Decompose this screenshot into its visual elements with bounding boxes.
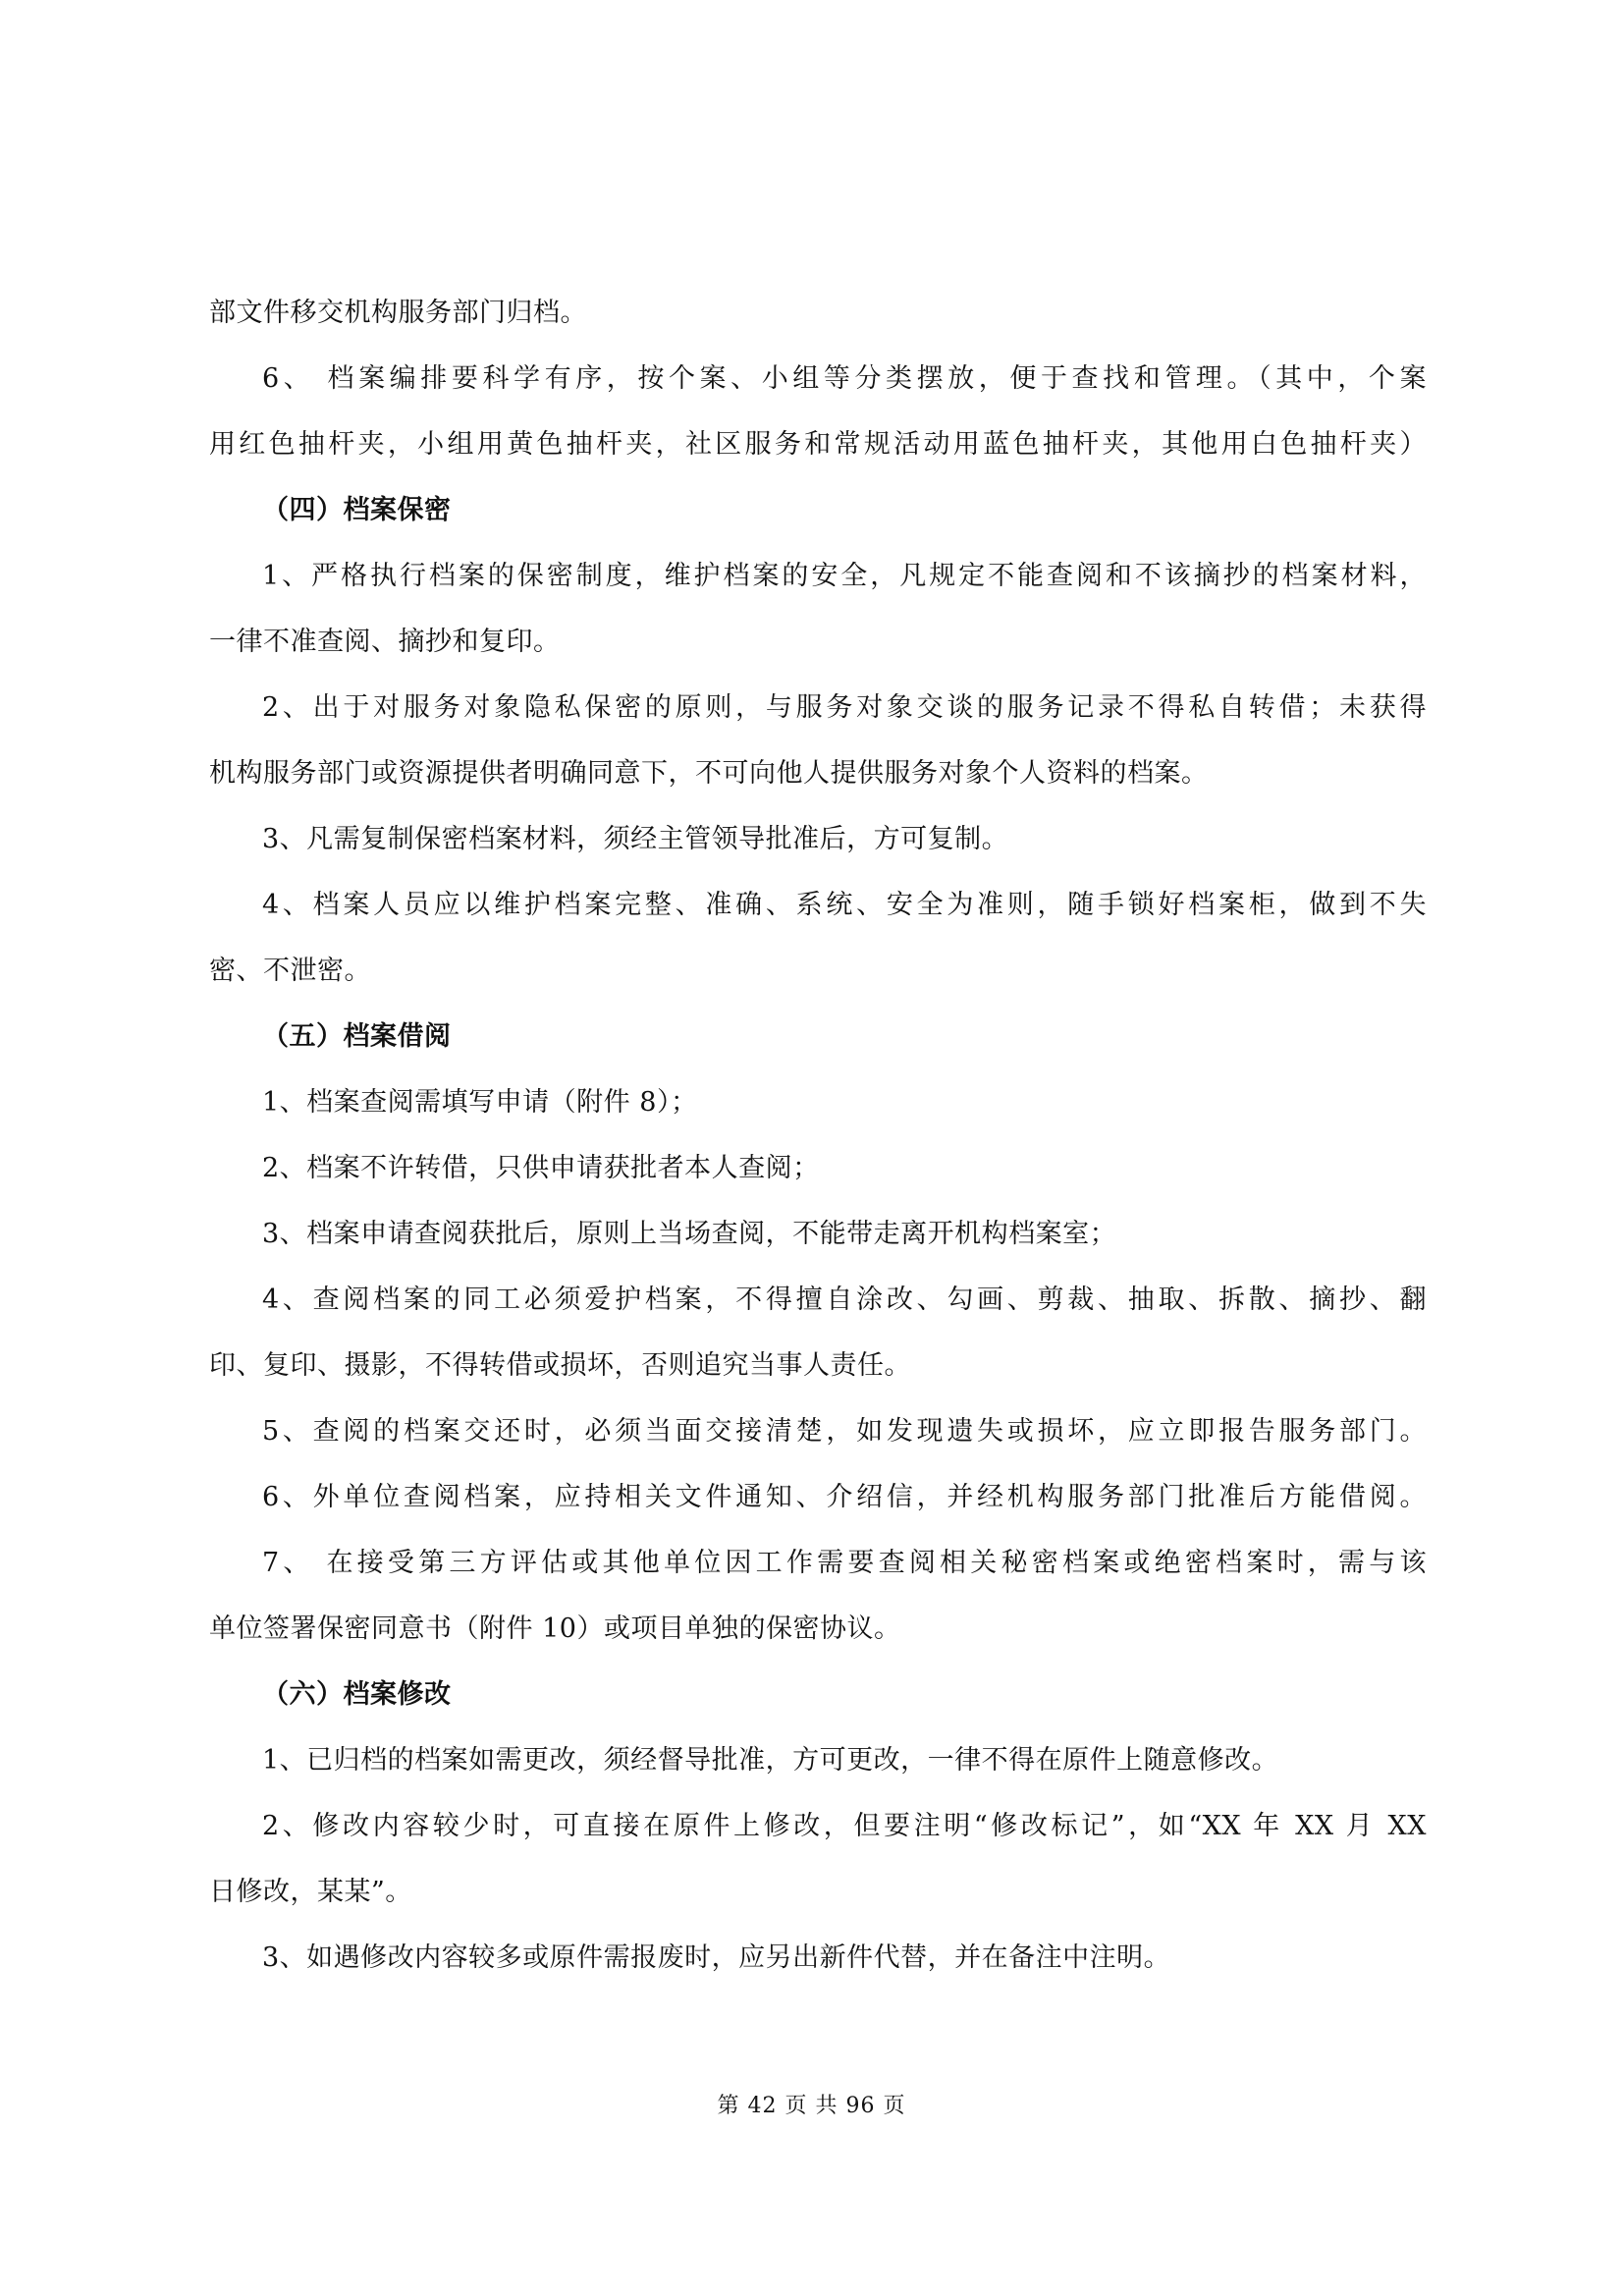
paragraph-line: 机构服务部门或资源提供者明确同意下，不可向他人提供服务对象个人资料的档案。 [209,758,1209,789]
document-body [209,297,1427,2007]
paragraph-line: 5、查阅的档案交还时，必须当面交接清楚，如发现遗失或损坏，应立即报告服务部门。 [262,1416,1427,1447]
page-footer: 第 42 页 共 96 页 [717,2094,906,2118]
section-heading: （五）档案借阅 [262,1021,452,1052]
paragraph-line: 3、凡需复制保密档案材料，须经主管领导批准后，方可复制。 [262,824,1009,854]
section-heading: （六）档案修改 [262,1679,452,1710]
paragraph-line: 日修改，某某”。 [209,1877,412,1907]
paragraph-line: 1、已归档的档案如需更改，须经督导批准，方可更改，一律不得在原件上随意修改。 [262,1745,1279,1776]
paragraph-line: 4、查阅档案的同工必须爱护档案，不得擅自涂改、勾画、剪裁、抽取、拆散、摘抄、翻 [262,1285,1427,1315]
paragraph-line: 2、出于对服务对象隐私保密的原则，与服务对象交谈的服务记录不得私自转借；未获得 [262,692,1427,723]
paragraph-line: 3、如遇修改内容较多或原件需报废时，应另出新件代替，并在备注中注明。 [262,1942,1171,1973]
paragraph-line: 6、外单位查阅档案，应持相关文件通知、介绍信，并经机构服务部门批准后方能借阅。 [262,1482,1427,1512]
section-heading: （四）档案保密 [262,495,452,525]
paragraph-line: 2、档案不许转借，只供申请获批者本人查阅； [262,1153,820,1183]
paragraph-line: 单位签署保密同意书（附件 10）或项目单独的保密协议。 [209,1613,901,1644]
paragraph-line: 一律不准查阅、摘抄和复印。 [209,627,561,657]
paragraph-line: 4、档案人员应以维护档案完整、准确、系统、安全为准则，随手锁好档案柜，做到不失 [262,890,1427,920]
paragraph-line: 密、不泄密。 [209,956,371,986]
paragraph-line: 部文件移交机构服务部门归档。 [209,298,587,328]
paragraph-line: 2、修改内容较少时，可直接在原件上修改，但要注明“修改标记”，如“XX 年 XX 月 XX [262,1811,1427,1841]
paragraph-line: 1、档案查阅需填写申请（附件 8）； [262,1087,698,1118]
paragraph-line: 7、 在接受第三方评估或其他单位因工作需要查阅相关秘密档案或绝密档案时，需与该 [262,1548,1427,1578]
paragraph-line: 6、 档案编排要科学有序，按个案、小组等分类摆放，便于查找和管理。（其中，个案 [262,363,1427,394]
paragraph-line: 3、档案申请查阅获批后，原则上当场查阅，不能带走离开机构档案室； [262,1219,1117,1249]
paragraph-line: 1、严格执行档案的保密制度，维护档案的安全，凡规定不能查阅和不该摘抄的档案材料， [262,561,1427,591]
paragraph-line: 用红色抽杆夹，小组用黄色抽杆夹，社区服务和常规活动用蓝色抽杆夹，其他用白色抽杆夹） [209,429,1427,460]
paragraph-line: 印、复印、摄影，不得转借或损坏，否则追究当事人责任。 [209,1350,911,1381]
